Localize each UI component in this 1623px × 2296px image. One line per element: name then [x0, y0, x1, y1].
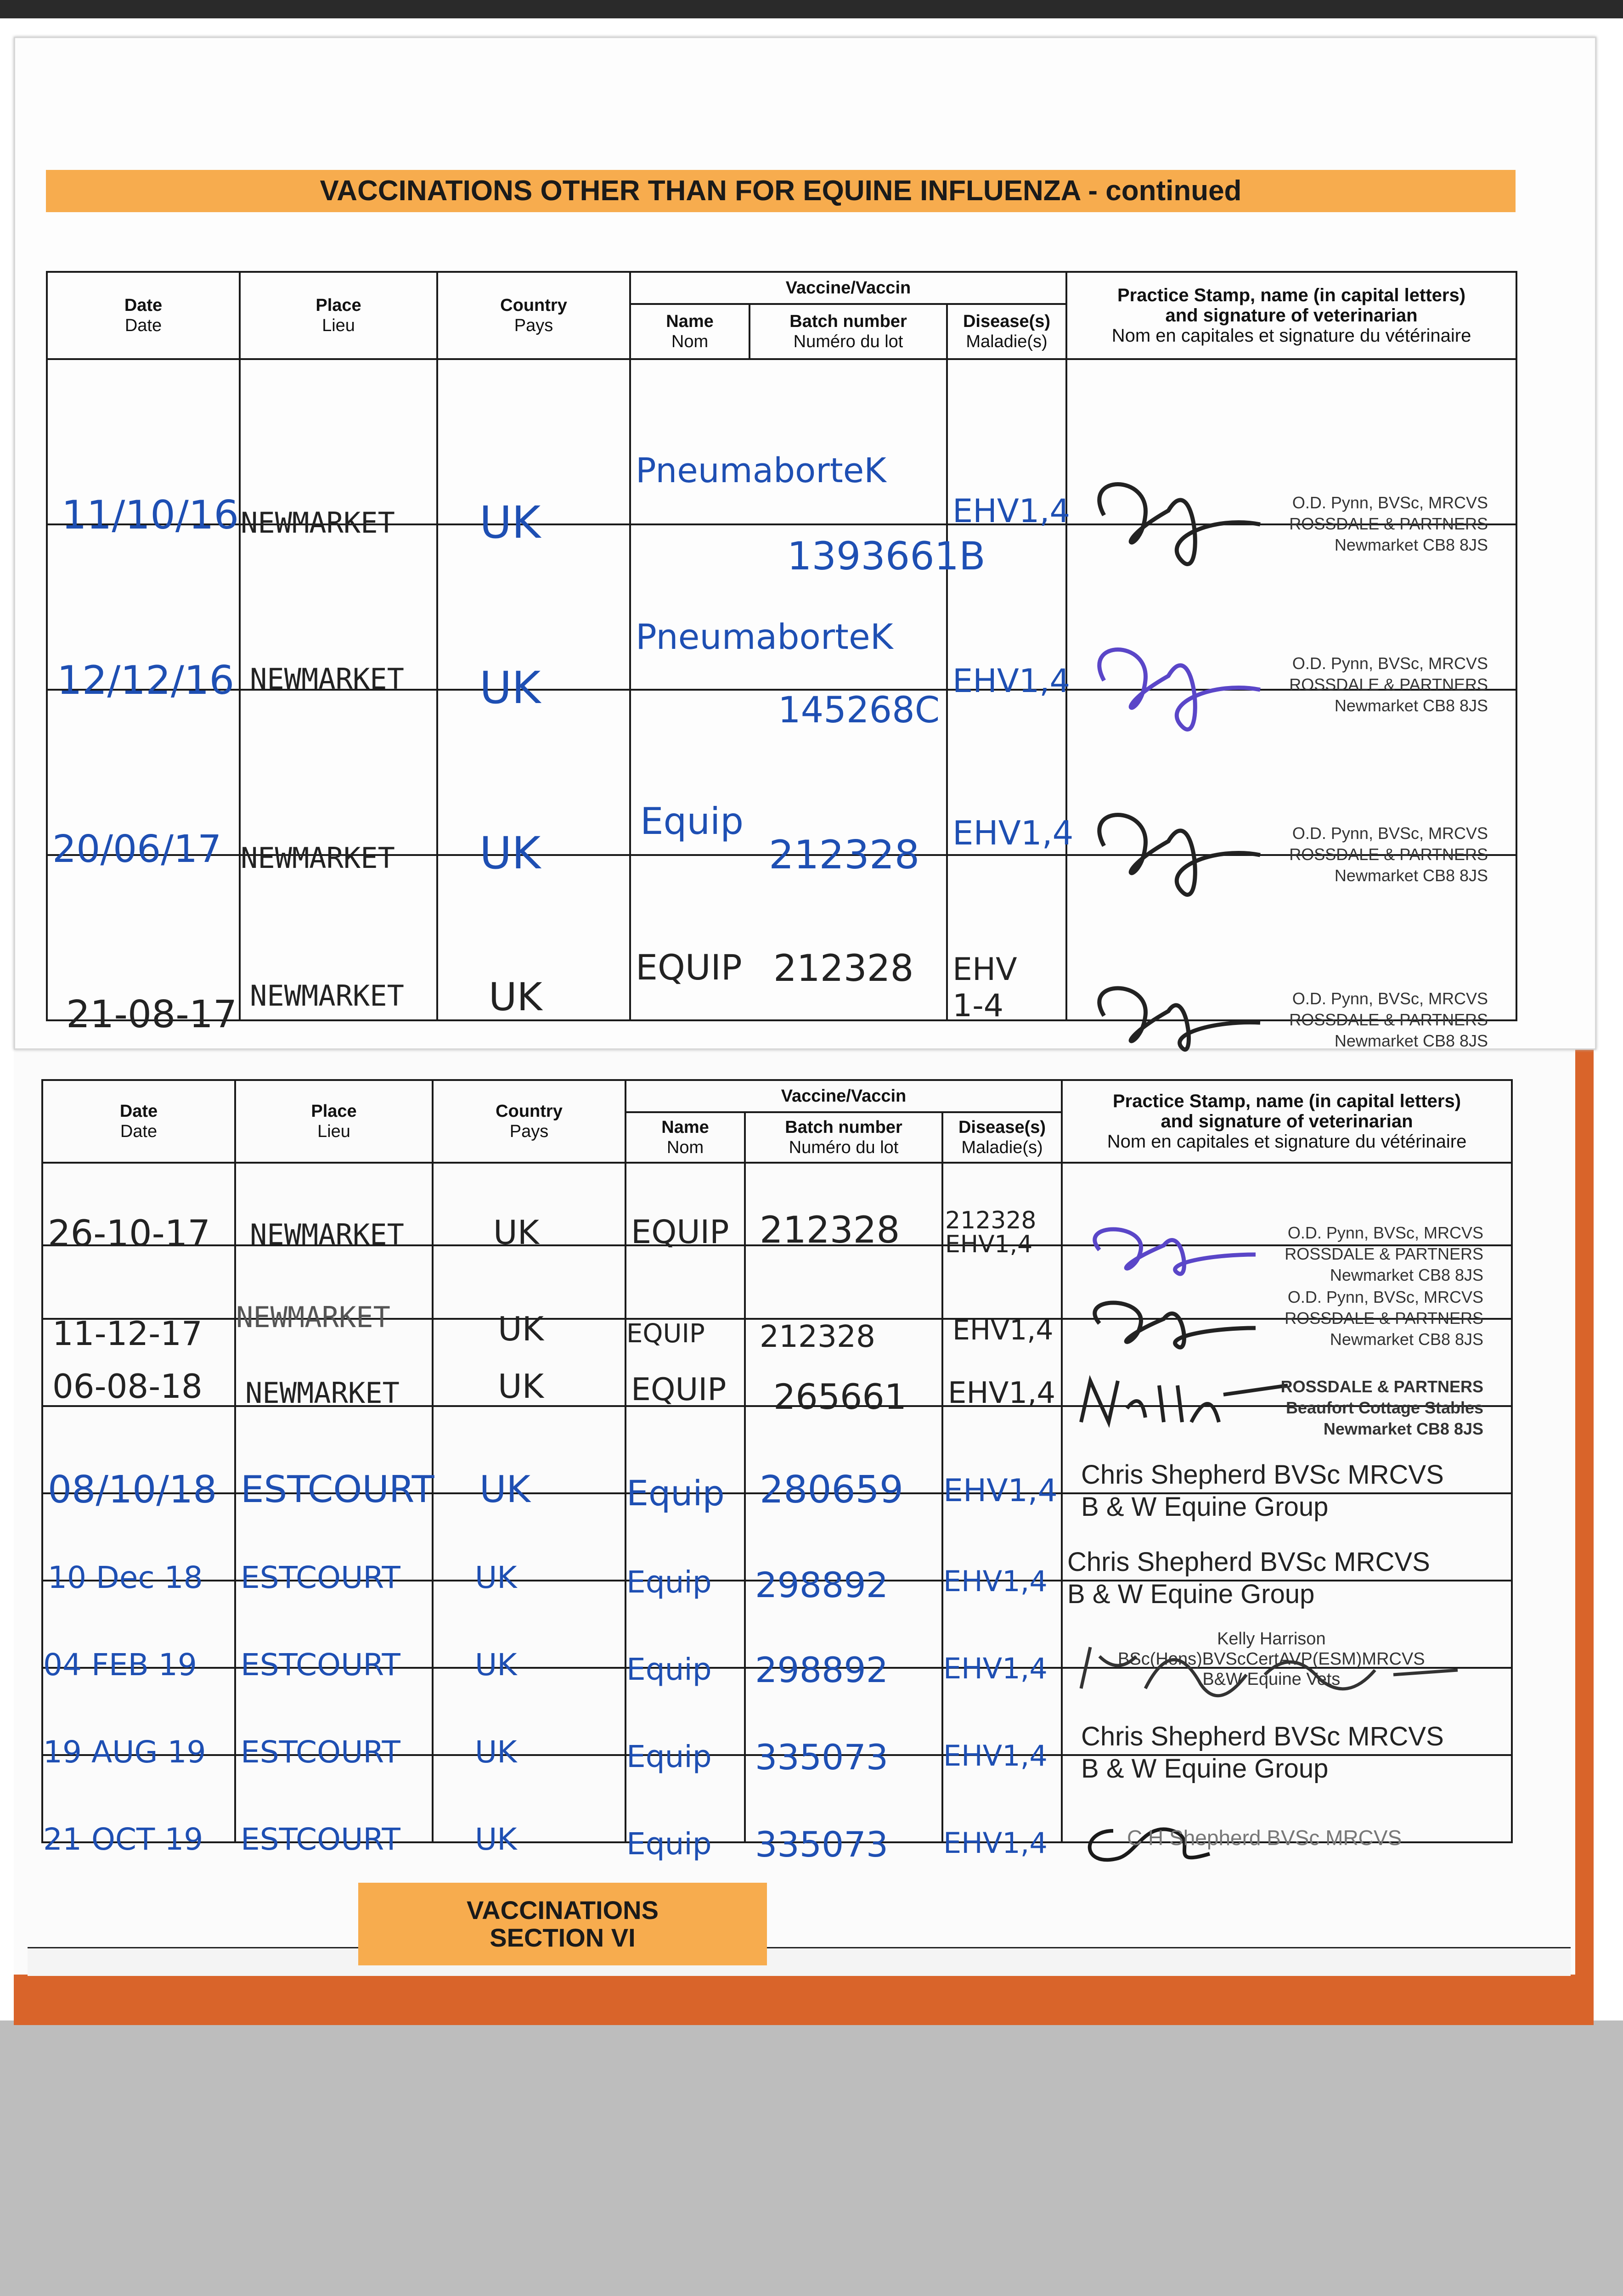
header-name: Name Nom [626, 1112, 745, 1163]
header-batch: Batch number Numéro du lot [750, 304, 947, 359]
signature-mark [1076, 942, 1269, 1080]
vaccine-name-entry: EQUIP [636, 947, 742, 988]
batch-entry: 335073 [755, 1824, 889, 1865]
place-entry: NEWMARKET [250, 979, 404, 1013]
batch-entry: 298892 [755, 1564, 889, 1605]
date-entry: 26-10-17 [48, 1213, 211, 1255]
country-entry: UK [498, 1367, 544, 1406]
place-entry: ESTCOURT [241, 1822, 400, 1857]
date-entry: 10 Dec 18 [48, 1560, 203, 1595]
practice-stamp: ROSSDALE & PARTNERS Beaufort Cottage Stables Newmarket CB8 8JS [1280, 1377, 1484, 1438]
country-entry: UK [498, 1310, 544, 1348]
country-entry: UK [479, 827, 541, 879]
table-row [47, 359, 1516, 524]
signature-mark [1076, 612, 1269, 749]
header-date: Date Date [42, 1080, 235, 1163]
practice-stamp: O.D. Pynn, BVSc, MRCVS ROSSDALE & PARTNERS Newmarket CB8 8JS [1289, 654, 1488, 715]
lower-page-footer-strip [28, 1947, 1571, 1976]
header-disease: Disease(s) Maladie(s) [947, 304, 1066, 359]
practice-stamp: Chris Shepherd BVSc MRCVS B & W Equine Group [1067, 1547, 1430, 1609]
header-practice-stamp: Practice Stamp, name (in capital letters) and signature of veterinarian Nom en capitales et signature du vétérinaire [1062, 1080, 1512, 1163]
signature-mark [1072, 1287, 1265, 1356]
vaccine-name-entry: Equip [626, 1473, 725, 1514]
place-entry: ESTCOURT [241, 1468, 434, 1511]
date-entry: 12/12/16 [57, 658, 235, 703]
disease-entry: EHV1,4 [943, 1739, 1048, 1773]
date-entry: 11-12-17 [52, 1314, 203, 1353]
practice-stamp: O.D. Pynn, BVSc, MRCVS ROSSDALE & PARTNERS Newmarket CB8 8JS [1289, 493, 1488, 554]
practice-stamp: C H Shepherd BVSc MRCVS [1127, 1826, 1402, 1850]
date-entry: 11/10/16 [62, 492, 239, 538]
place-entry: ESTCOURT [241, 1734, 400, 1770]
vaccination-table-top [46, 271, 1517, 1050]
signature-mark [1072, 1209, 1265, 1287]
country-entry: UK [475, 1647, 517, 1683]
date-entry: 06-08-18 [52, 1367, 203, 1406]
batch-entry: 265661 [773, 1376, 907, 1417]
place-entry: ESTCOURT [241, 1560, 400, 1595]
table-row [42, 1163, 1512, 1245]
header-country: Country Pays [437, 272, 630, 359]
batch-entry: 212328 [760, 1209, 900, 1251]
vaccine-name-entry: Equip [626, 1652, 712, 1687]
header-place: Place Lieu [240, 272, 437, 359]
disease-entry: EHV1,4 [948, 1376, 1056, 1410]
place-entry: ESTCOURT [241, 1647, 400, 1683]
date-entry: 20/06/17 [52, 827, 222, 871]
practice-stamp: Chris Shepherd BVSc MRCVS B & W Equine Group [1081, 1460, 1444, 1522]
batch-entry: 212328 [760, 1319, 875, 1354]
country-entry: UK [475, 1734, 517, 1770]
date-entry: 19 AUG 19 [43, 1734, 206, 1770]
practice-stamp: O.D. Pynn, BVSc, MRCVS ROSSDALE & PARTNERS Newmarket CB8 8JS [1285, 1223, 1484, 1284]
batch-entry: 280659 [760, 1468, 904, 1512]
date-entry: 21 OCT 19 [43, 1822, 203, 1857]
country-entry: UK [479, 1468, 531, 1511]
disease-entry: EHV 1-4 [952, 951, 1017, 1024]
batch-entry: 1393661B [787, 534, 986, 579]
header-name: Name Nom [630, 304, 750, 359]
place-entry: NEWMARKET [250, 662, 404, 696]
scanner-background [0, 2020, 1623, 2296]
batch-entry: 335073 [755, 1737, 889, 1778]
date-entry: 21-08-17 [66, 993, 237, 1036]
date-entry: 04 FEB 19 [43, 1647, 197, 1683]
header-batch: Batch number Numéro du lot [745, 1112, 942, 1163]
disease-entry: EHV1,4 [943, 1564, 1048, 1598]
header-disease: Disease(s) Maladie(s) [942, 1112, 1062, 1163]
practice-stamp: O.D. Pynn, BVSc, MRCVS ROSSDALE & PARTNERS Newmarket CB8 8JS [1289, 989, 1488, 1050]
vaccine-name-entry: PneumaborteK [636, 451, 886, 490]
header-vaccine: Vaccine/Vaccin [626, 1080, 1062, 1112]
practice-stamp: O.D. Pynn, BVSc, MRCVS ROSSDALE & PARTNERS Newmarket CB8 8JS [1285, 1288, 1484, 1349]
header-practice-stamp: Practice Stamp, name (in capital letters) and signature of veterinarian Nom en capitales et signature du vétérinaire [1066, 272, 1516, 359]
disease-entry: EHV1,4 [943, 1652, 1048, 1685]
header-place: Place Lieu [235, 1080, 433, 1163]
country-entry: UK [479, 497, 541, 548]
disease-entry: EHV1,4 [943, 1826, 1048, 1860]
vaccine-name-entry: EQUIP [626, 1319, 705, 1349]
header-country: Country Pays [433, 1080, 626, 1163]
vaccination-table-bottom [41, 1079, 1513, 1865]
country-entry: UK [493, 1213, 539, 1252]
place-entry: NEWMARKET [236, 1300, 390, 1334]
country-entry: UK [479, 662, 541, 714]
batch-entry: 212328 [769, 832, 920, 878]
disease-entry: EHV1,4 [943, 1473, 1058, 1509]
disease-entry: EHV1,4 [952, 1314, 1054, 1346]
country-entry: UK [475, 1560, 517, 1595]
place-entry: NEWMARKET [241, 506, 395, 540]
batch-entry: 212328 [773, 947, 914, 990]
vaccine-name-entry: Equip [626, 1826, 712, 1862]
vaccine-name-entry: PneumaborteK [636, 616, 893, 657]
vaccine-name-entry: Equip [626, 1739, 712, 1774]
place-entry: NEWMARKET [245, 1376, 400, 1410]
vaccine-name-entry: Equip [626, 1564, 712, 1600]
practice-stamp: Chris Shepherd BVSc MRCVS B & W Equine Group [1081, 1722, 1444, 1784]
header-vaccine: Vaccine/Vaccin [630, 272, 1066, 304]
place-entry: NEWMARKET [250, 1218, 404, 1251]
vaccine-name-entry: EQUIP [631, 1372, 727, 1408]
book-top-edge [0, 0, 1623, 18]
section-title-banner: VACCINATIONS OTHER THAN FOR EQUINE INFLUENZA - continued [46, 170, 1516, 212]
practice-stamp: Kelly Harrison BSc(Hons)BVScCertAVP(ESM)MRCVS B&W Equine Vets [1118, 1629, 1425, 1689]
vaccine-name-entry: EQUIP [631, 1213, 729, 1251]
disease-entry: EHV1,4 [952, 814, 1074, 852]
country-entry: UK [489, 974, 542, 1019]
country-entry: UK [475, 1822, 517, 1857]
signature-mark [1076, 777, 1269, 915]
header-date: Date Date [47, 272, 240, 359]
date-entry: 08/10/18 [48, 1468, 217, 1512]
signature-mark [1076, 446, 1269, 584]
place-entry: NEWMARKET [241, 841, 395, 875]
disease-entry: EHV1,4 [952, 492, 1071, 530]
disease-entry: 212328 EHV1,4 [945, 1207, 1037, 1258]
batch-entry: 145268C [778, 690, 940, 731]
practice-stamp: O.D. Pynn, BVSc, MRCVS ROSSDALE & PARTNERS Newmarket CB8 8JS [1289, 824, 1488, 885]
vaccine-name-entry: Equip [640, 800, 744, 843]
signature-mark [1072, 1367, 1292, 1445]
batch-entry: 298892 [755, 1649, 889, 1690]
disease-entry: EHV1,4 [952, 662, 1071, 700]
section-badge: VACCINATIONS SECTION VI [358, 1883, 767, 1965]
